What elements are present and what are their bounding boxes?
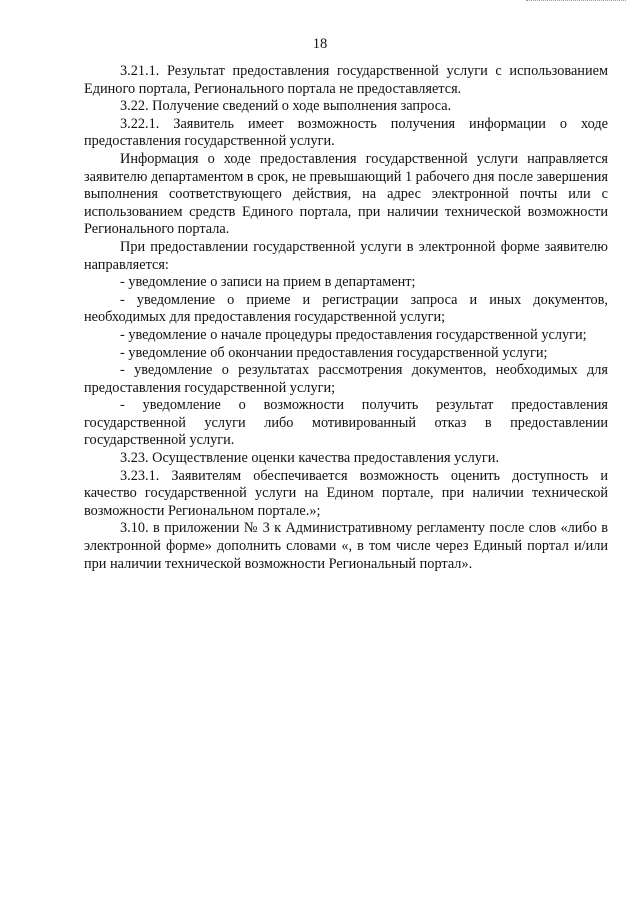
page-number: 18 [312, 36, 328, 52]
paragraph-electronic-notifications: При предоставлении государственной услуги в электронной форме заявителю направляется: [84, 238, 608, 273]
list-item-procedure-end: - уведомление об окончании предоставления государственной услуги; [120, 344, 548, 361]
list-item-procedure-start: - уведомление о начале процедуры предоставления государственной услуги; [120, 326, 587, 343]
paragraph-3-23: 3.23. Осуществление оценки качества предоставления услуги. [120, 450, 500, 467]
paragraph-3-23-1: 3.23.1. Заявителям обеспечивается возможность оценить доступность и качество государственной услуги на Едином портале, при наличии технической возможности Региональном портале.»; [84, 467, 608, 519]
list-item-appointment: - уведомление о записи на прием в департамент; [120, 274, 416, 291]
paragraph-3-22: 3.22. Получение сведений о ходе выполнения запроса. [120, 98, 452, 115]
paragraph-3-10: 3.10. в приложении № 3 к Административному регламенту после слов «либо в электронной форме» дополнить словами «, в том числе через Единый портал и/или при наличии технической возможности Региональный портал». [84, 520, 608, 572]
scan-edge-mark [526, 0, 626, 3]
document-body [84, 63, 608, 573]
paragraph-3-22-1: 3.22.1. Заявитель имеет возможность получения информации о ходе предоставления государственной услуги. [84, 115, 608, 150]
paragraph-info-progress: Информация о ходе предоставления государственной услуги направляется заявителю департаментом в срок, не превышающий 1 рабочего дня после завершения выполнения соответствующего действия, на адрес электронной почты или с использованием средств Единого портала, при наличии технической возможности Регионального портала. [84, 150, 609, 238]
paragraph-3-21-1: 3.21.1. Результат предоставления государственной услуги с использованием Единого портала, Регионального портала не предоставляется. [84, 63, 608, 97]
list-item-registration: - уведомление о приеме и регистрации запроса и иных документов, необходимых для предоставления государственной услуги; [84, 291, 608, 326]
list-item-review-results: - уведомление о результатах рассмотрения документов, необходимых для предоставления государственной услуги; [84, 362, 608, 396]
list-item-result-or-refusal: - уведомление о возможности получить результат предоставления государственной услуги либо мотивированный отказ в предоставлении государственной услуги. [84, 397, 608, 449]
